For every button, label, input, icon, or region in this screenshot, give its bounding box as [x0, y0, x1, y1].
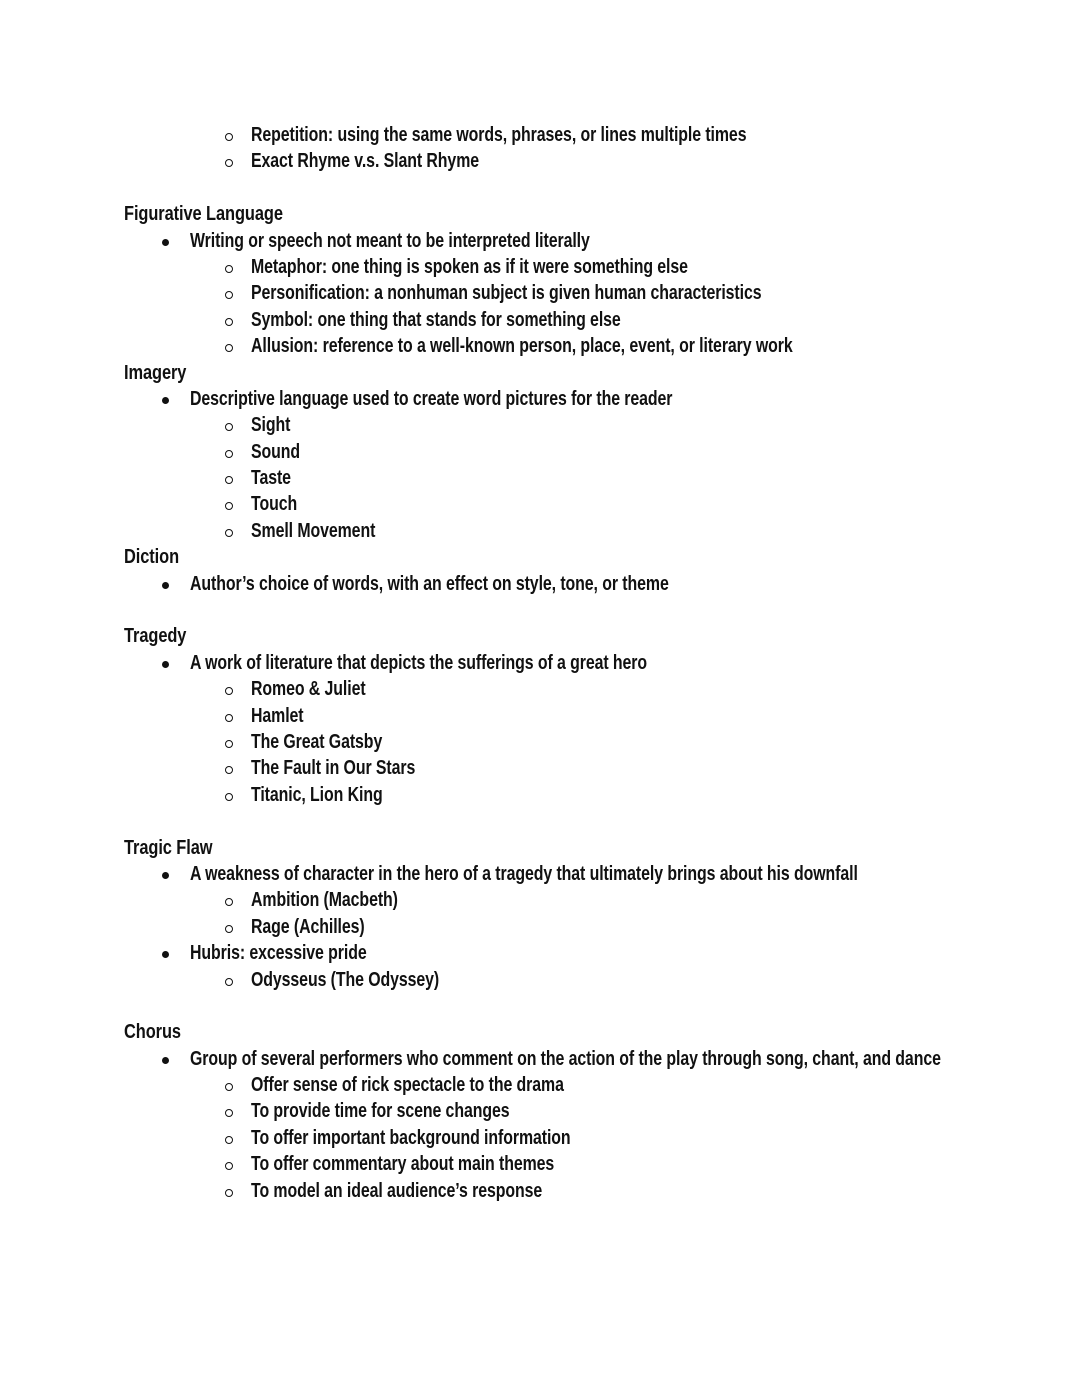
list-item-text: A weakness of character in the hero of a tragedy that ultimately brings about his downfall: [190, 861, 858, 885]
hollow-circle-bullet-icon: [224, 755, 240, 781]
document-body: [0, 122, 1080, 1204]
list-item-level-1: [0, 571, 1080, 597]
hollow-circle-bullet-icon: [224, 518, 240, 544]
list-item-text: Touch: [251, 492, 298, 516]
list-item-text: Ambition (Macbeth): [251, 888, 398, 912]
filled-bullet-icon: [161, 228, 177, 254]
hollow-circle-bullet-icon: [224, 491, 240, 517]
list-item-level-2: [0, 676, 1080, 702]
heading-text: Imagery: [124, 360, 187, 384]
list-item-text: Sight: [251, 413, 291, 437]
heading-text: Figurative Language: [124, 202, 283, 226]
list-item-text: Descriptive language used to create word pictures for the reader: [190, 386, 673, 410]
hollow-circle-bullet-icon: [224, 703, 240, 729]
list-item-level-2: [0, 148, 1080, 174]
list-item-level-2: [0, 280, 1080, 306]
list-item-text: A work of literature that depicts the sufferings of a great hero: [190, 650, 648, 674]
hollow-circle-bullet-icon: [224, 307, 240, 333]
list-item-text: Taste: [251, 466, 291, 490]
section-heading: [0, 544, 1080, 570]
hollow-circle-bullet-icon: [224, 782, 240, 808]
section-heading: [0, 1019, 1080, 1045]
list-item-text: Romeo & Juliet: [251, 677, 366, 701]
list-item-text: Personification: a nonhuman subject is given human characteristics: [251, 281, 762, 305]
heading-text: Tragedy: [124, 624, 187, 648]
list-item-text: Smell Movement: [251, 518, 376, 542]
hollow-circle-bullet-icon: [224, 729, 240, 755]
list-item-text: Sound: [251, 439, 301, 463]
section-heading: [0, 201, 1080, 227]
hollow-circle-bullet-icon: [224, 333, 240, 359]
hollow-circle-bullet-icon: [224, 914, 240, 940]
list-item-level-2: [0, 1125, 1080, 1151]
list-item-text: Exact Rhyme v.s. Slant Rhyme: [251, 149, 480, 173]
hollow-circle-bullet-icon: [224, 1178, 240, 1204]
list-item-text: Group of several performers who comment on the action of the play through song, chant, and dance: [190, 1046, 941, 1070]
list-item-level-2: [0, 703, 1080, 729]
list-item-text: Metaphor: one thing is spoken as if it were something else: [251, 254, 688, 278]
heading-text: Chorus: [124, 1020, 181, 1044]
hollow-circle-bullet-icon: [224, 122, 240, 148]
filled-bullet-icon: [161, 940, 177, 966]
heading-text: Tragic Flaw: [124, 835, 213, 859]
list-item-text: Hamlet: [251, 703, 304, 727]
section-heading: [0, 623, 1080, 649]
list-item-level-2: [0, 914, 1080, 940]
section-heading: [0, 835, 1080, 861]
list-item-level-2: [0, 518, 1080, 544]
blank-line: [0, 175, 1080, 201]
list-item-text: To offer commentary about main themes: [251, 1152, 555, 1176]
list-item-text: Writing or speech not meant to be interpreted literally: [190, 228, 590, 252]
heading-text: Diction: [124, 545, 180, 569]
list-item-text: The Great Gatsby: [251, 729, 383, 753]
hollow-circle-bullet-icon: [224, 1098, 240, 1124]
list-item-text: Repetition: using the same words, phrases, or lines multiple times: [251, 123, 747, 146]
hollow-circle-bullet-icon: [224, 280, 240, 306]
list-item-text: To offer important background information: [251, 1125, 571, 1149]
list-item-text: Allusion: reference to a well-known person, place, event, or literary work: [251, 334, 793, 358]
hollow-circle-bullet-icon: [224, 148, 240, 174]
list-item-level-2: [0, 307, 1080, 333]
list-item-text: Odysseus (The Odyssey): [251, 967, 440, 991]
hollow-circle-bullet-icon: [224, 412, 240, 438]
list-item-level-2: [0, 439, 1080, 465]
blank-line: [0, 993, 1080, 1019]
section-heading: [0, 360, 1080, 386]
list-item-text: Rage (Achilles): [251, 914, 365, 938]
list-item-text: Author’s choice of words, with an effect on style, tone, or theme: [190, 571, 669, 595]
list-item-level-2: [0, 254, 1080, 280]
filled-bullet-icon: [161, 1046, 177, 1072]
hollow-circle-bullet-icon: [224, 439, 240, 465]
list-item-text: Hubris: excessive pride: [190, 941, 367, 965]
list-item-level-2: [0, 755, 1080, 781]
hollow-circle-bullet-icon: [224, 465, 240, 491]
list-item-level-2: [0, 1151, 1080, 1177]
filled-bullet-icon: [161, 386, 177, 412]
list-item-text: To model an ideal audience’s response: [251, 1178, 543, 1202]
list-item-level-2: [0, 887, 1080, 913]
filled-bullet-icon: [161, 650, 177, 676]
list-item-level-2: [0, 333, 1080, 359]
list-item-level-2: [0, 729, 1080, 755]
list-item-level-2: [0, 782, 1080, 808]
hollow-circle-bullet-icon: [224, 1125, 240, 1151]
list-item-level-2: [0, 1098, 1080, 1124]
filled-bullet-icon: [161, 571, 177, 597]
list-item-text: Offer sense of rick spectacle to the drama: [251, 1073, 564, 1097]
filled-bullet-icon: [161, 861, 177, 887]
list-item-level-1: [0, 861, 1080, 887]
hollow-circle-bullet-icon: [224, 1072, 240, 1098]
hollow-circle-bullet-icon: [224, 676, 240, 702]
list-item-text: The Fault in Our Stars: [251, 756, 416, 780]
list-item-text: Symbol: one thing that stands for something else: [251, 307, 621, 331]
list-item-level-1: [0, 940, 1080, 966]
blank-line: [0, 597, 1080, 623]
hollow-circle-bullet-icon: [224, 887, 240, 913]
list-item-level-2: [0, 465, 1080, 491]
list-item-level-1: [0, 386, 1080, 412]
list-item-level-1: [0, 228, 1080, 254]
blank-line: [0, 808, 1080, 834]
hollow-circle-bullet-icon: [224, 967, 240, 993]
hollow-circle-bullet-icon: [224, 254, 240, 280]
list-item-level-2: [0, 1178, 1080, 1204]
list-item-level-2: [0, 1072, 1080, 1098]
list-item-level-1: [0, 1046, 1080, 1072]
list-item-level-1: [0, 650, 1080, 676]
list-item-level-2: [0, 967, 1080, 993]
list-item-level-2: [0, 491, 1080, 517]
hollow-circle-bullet-icon: [224, 1151, 240, 1177]
list-item-level-2: [0, 122, 1080, 148]
list-item-level-2: [0, 412, 1080, 438]
list-item-text: To provide time for scene changes: [251, 1099, 510, 1123]
list-item-text: Titanic, Lion King: [251, 782, 383, 806]
